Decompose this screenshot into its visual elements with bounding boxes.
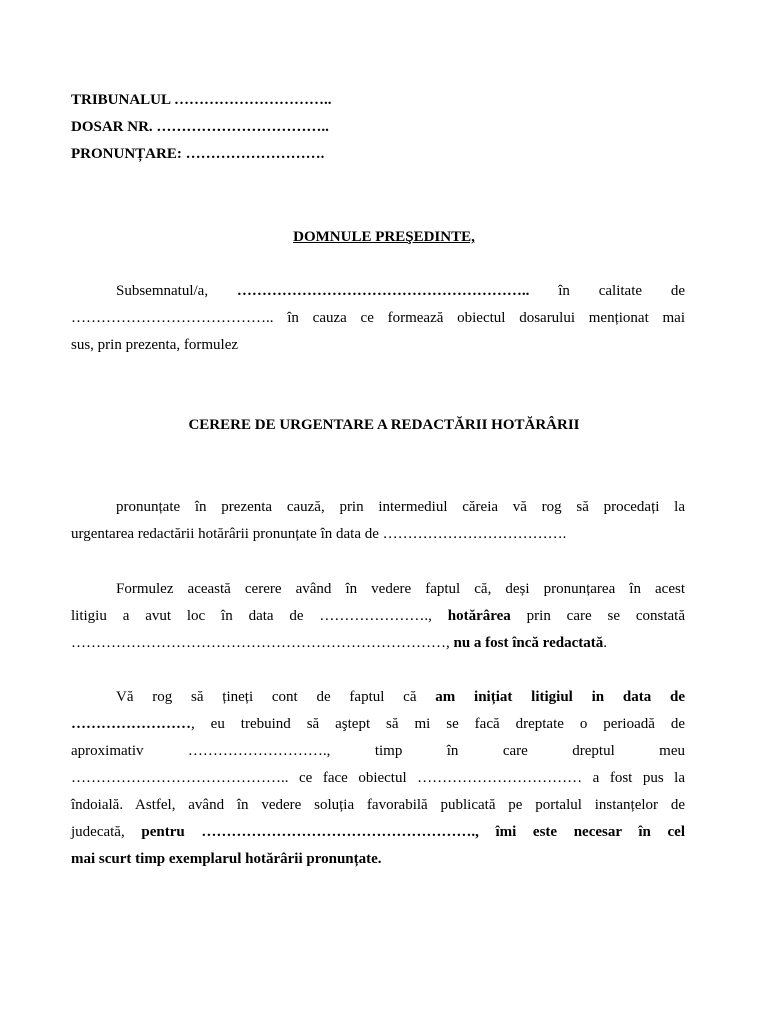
paragraph3-line-3: aproximativ ………………………., timp în care dreptul meu (71, 743, 685, 759)
paragraph1-line-1: pronunțate în prezenta cauză, prin intermediul căreia vă rog să procedați la (116, 499, 685, 515)
litigation-date-blank: …………………… (71, 716, 191, 732)
tribunal-line: TRIBUNALUL ………………………….. (71, 92, 332, 108)
paragraph2-line-3 (71, 634, 685, 652)
paragraph3-line-6 (71, 823, 685, 841)
not-redacted-bold: nu a fost încă redactată (453, 635, 604, 651)
dosar-line: DOSAR NR. …………………………….. (71, 119, 329, 135)
litigation-start-bold: am inițiat litigiul in data de (435, 689, 685, 705)
paragraph3-line-5: îndoială. Astfel, având în vedere soluția favorabilă publicată pe portalul instanțelor de (71, 797, 685, 813)
paragraph2-line-3-a: …………………………………………………………………, (71, 635, 450, 651)
intro-prefix: Subsemnatul/a, (116, 283, 209, 299)
paragraph3-line-1-a: Vă rog să țineți cont de faptul că (116, 689, 417, 705)
paragraph3-line-7: mai scurt timp exemplarul hotărârii pronunțate. (71, 851, 382, 867)
paragraph3-line-4: …………………………………….. ce face obiectul …………………………… a fost pus la (71, 770, 685, 786)
paragraph2-line-2-a: litigiu a avut loc în data de …………………., (71, 608, 432, 624)
paragraph3-line-2 (71, 715, 685, 733)
name-blank: ………………………………………………….. (236, 283, 530, 299)
intro-line-1 (116, 282, 685, 300)
paragraph2-line-1: Formulez această cerere având în vedere faptul că, deși pronunțarea în acest (116, 581, 685, 597)
paragraph2-line-2-b: prin care se constată (526, 608, 685, 624)
paragraph3-line-6-a: judecată, (71, 824, 125, 840)
intro-line-3: sus, prin prezenta, formulez (71, 337, 239, 353)
paragraph2-line-3-b: . (603, 635, 607, 651)
salutation: DOMNULE PREŞEDINTE, (293, 229, 475, 245)
intro-suffix: în calitate de (558, 283, 686, 299)
request-title: CERERE DE URGENTARE A REDACTĂRII HOTĂRÂRII (188, 417, 580, 433)
pronuntare-line: PRONUNȚARE: ………………………. (71, 146, 325, 162)
hotararea-bold: hotărârea (447, 608, 511, 624)
paragraph3-line-2-b: , eu trebuind să aştept să mi se facă dreptate o perioadă de (191, 716, 685, 732)
paragraph1-line-2: urgentarea redactării hotărârii pronunțate în data de ………………………………. (71, 526, 567, 542)
intro-line-2: ………………………………….. în cauza ce formează obiectul dosarului menționat mai (71, 310, 685, 326)
necessity-bold: pentru ………………………………………………., îmi este necesar în cel (141, 824, 685, 840)
paragraph3-line-1 (116, 688, 685, 706)
paragraph2-line-2 (71, 607, 685, 625)
